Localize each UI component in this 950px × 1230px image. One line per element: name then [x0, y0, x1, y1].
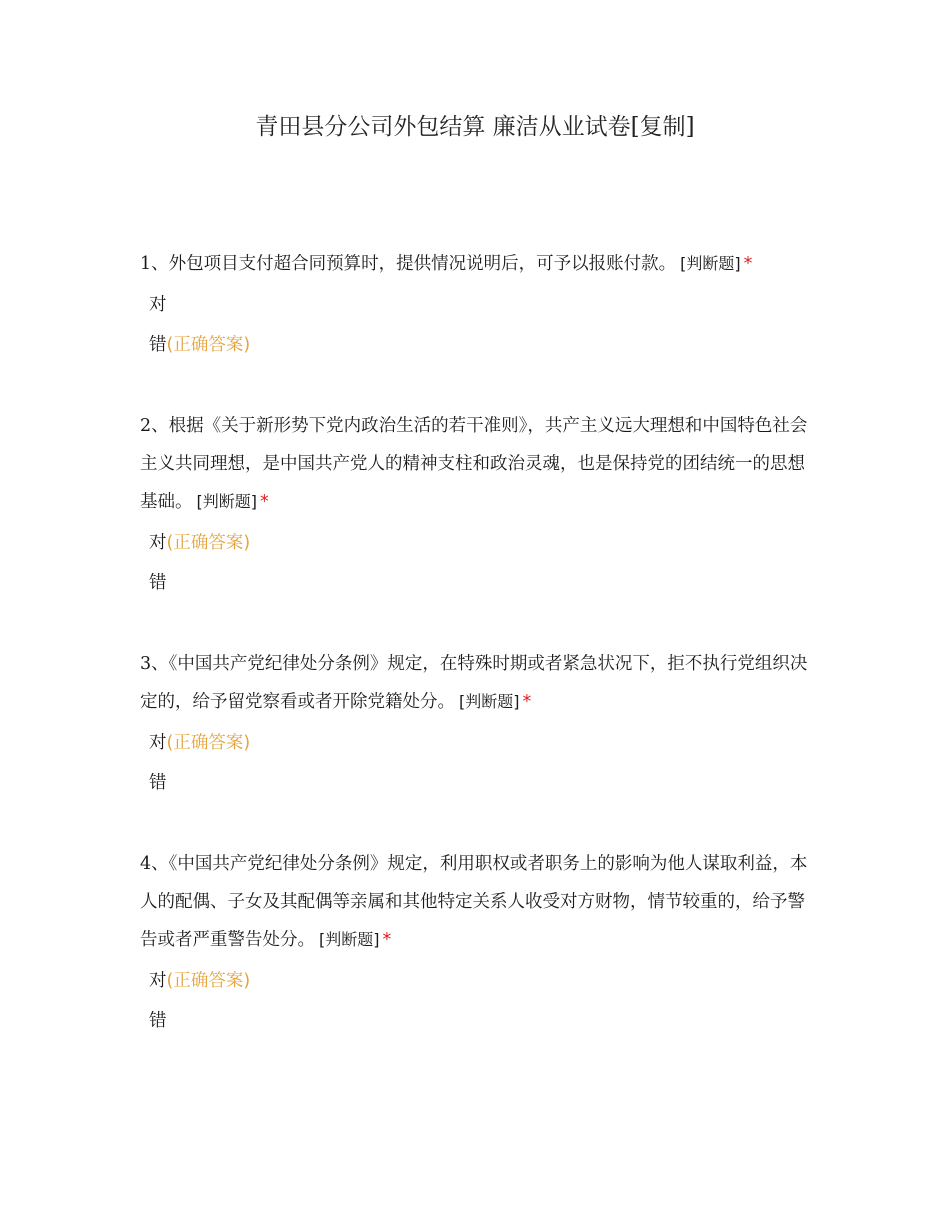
- question-1: [140, 245, 820, 365]
- question-text: [140, 407, 820, 521]
- option-list: [140, 285, 820, 365]
- option-list: [140, 961, 820, 1041]
- question-type-label: [判断题]: [680, 254, 741, 273]
- question-number: 2、: [140, 416, 169, 436]
- option-true[interactable]: [149, 523, 820, 563]
- option-label: 对: [149, 971, 167, 991]
- required-asterisk: *: [743, 254, 753, 274]
- option-list: [140, 723, 820, 803]
- option-label: 错: [149, 573, 167, 593]
- question-2: [140, 407, 820, 603]
- question-number: 1、: [140, 254, 169, 274]
- option-false[interactable]: [149, 1001, 820, 1041]
- question-text: [140, 645, 820, 721]
- option-label: 对: [149, 295, 167, 315]
- correct-answer-mark: (正确答案): [166, 971, 251, 991]
- option-true[interactable]: [149, 285, 820, 325]
- question-4: [140, 845, 820, 1041]
- question-3: [140, 645, 820, 803]
- required-asterisk: *: [382, 930, 392, 950]
- option-false[interactable]: [149, 763, 820, 803]
- question-text: [140, 845, 820, 959]
- option-label: 错: [149, 335, 167, 355]
- question-number: 3、: [140, 654, 169, 674]
- correct-answer-mark: (正确答案): [166, 335, 251, 355]
- question-text: [140, 245, 820, 283]
- question-type-label: [判断题]: [319, 930, 380, 949]
- question-type-label: [判断题]: [196, 492, 257, 511]
- question-number: 4、: [140, 854, 169, 874]
- correct-answer-mark: (正确答案): [166, 733, 251, 753]
- question-body: 《中国共产党纪律处分条例》规定，在特殊时期或者紧急状况下，拒不执行党组织决定的，给予留党察看或者开除党籍处分。: [140, 654, 808, 712]
- option-label: 对: [149, 733, 167, 753]
- option-true[interactable]: [149, 961, 820, 1001]
- required-asterisk: *: [260, 492, 269, 512]
- correct-answer-mark: (正确答案): [166, 533, 251, 553]
- option-label: 对: [149, 533, 167, 553]
- option-true[interactable]: [149, 723, 820, 763]
- question-type-label: [判断题]: [459, 692, 520, 711]
- question-body: 《中国共产党纪律处分条例》规定，利用职权或者职务上的影响为他人谋取利益，本人的配偶、子女及其配偶等亲属和其他特定关系人收受对方财物，情节较重的，给予警告或者严重警告处分。: [140, 854, 808, 950]
- question-body: 根据《关于新形势下党内政治生活的若干准则》，共产主义远大理想和中国特色社会主义共同理想，是中国共产党人的精神支柱和政治灵魂，也是保持党的团结统一的思想基础。: [140, 416, 808, 512]
- question-body: 外包项目支付超合同预算时，提供情况说明后，可予以报账付款。: [168, 254, 677, 274]
- page-title: 青田县分公司外包结算 廉洁从业试卷[复制]: [255, 114, 695, 140]
- option-label: 错: [149, 773, 167, 793]
- option-false[interactable]: [149, 563, 820, 603]
- option-false[interactable]: [149, 325, 820, 365]
- required-asterisk: *: [522, 692, 532, 712]
- option-label: 错: [149, 1011, 167, 1031]
- option-list: [140, 523, 820, 603]
